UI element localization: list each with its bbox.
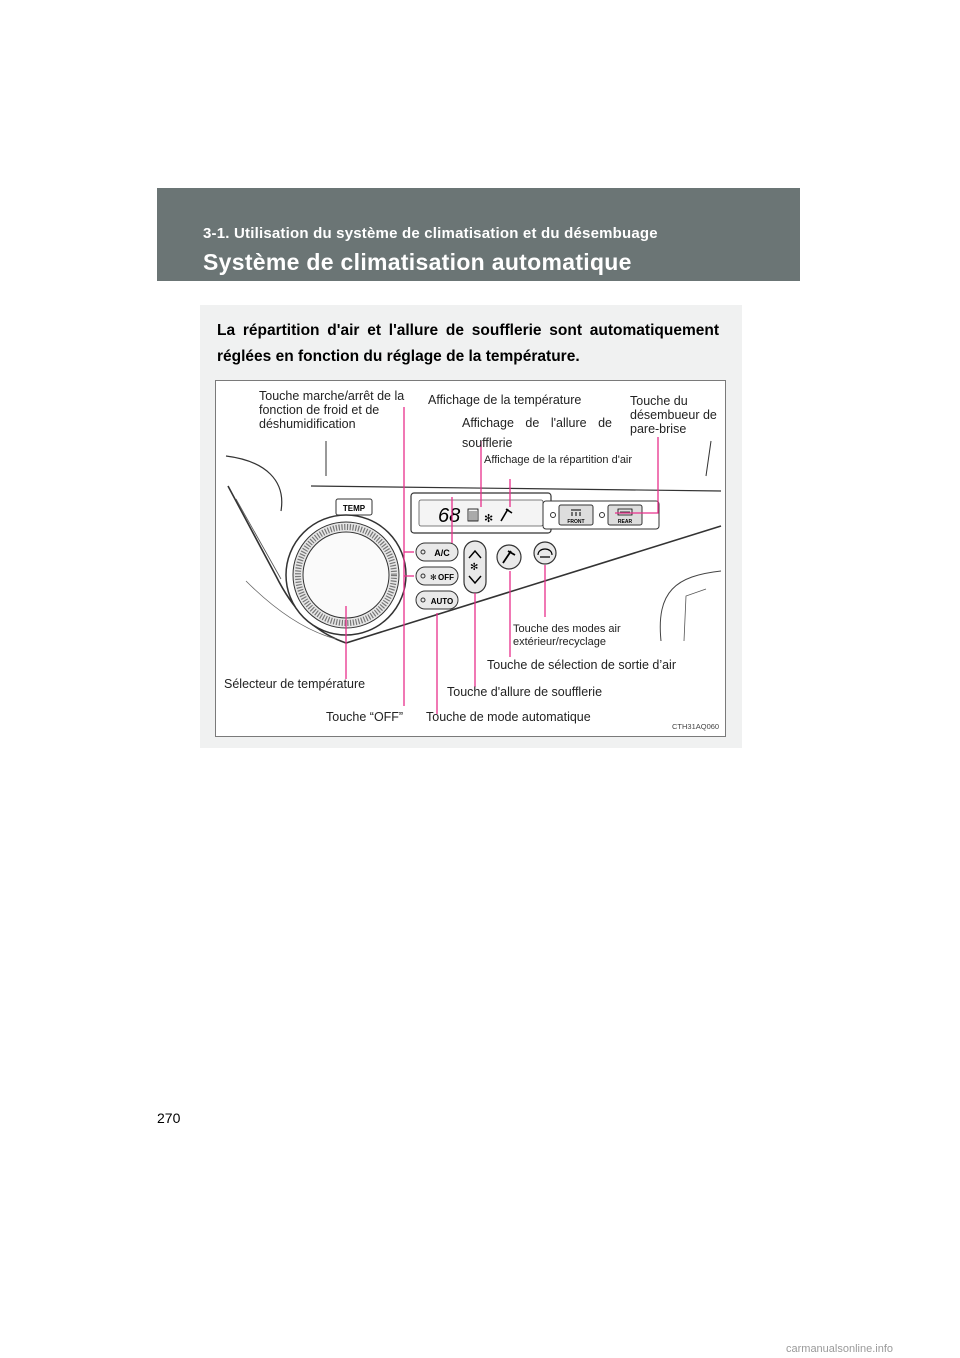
rear-label: REAR [617, 519, 633, 525]
auto-button-label: AUTO [430, 597, 454, 606]
fan-speed-callout: Touche d'allure de soufflerie [447, 685, 603, 699]
fan-icon: ✻ [484, 513, 494, 525]
recirculation-button[interactable] [534, 542, 556, 564]
svg-text:✻: ✻ [430, 573, 437, 582]
temperature-display-callout: Affichage de la température [428, 393, 582, 407]
front-label: FRONT [567, 519, 585, 525]
fan-display-callout: Affichage de l'allure de soufflerie [462, 416, 612, 450]
temperature-selector-callout: Sélecteur de température [224, 677, 366, 691]
ac-button[interactable] [416, 543, 458, 561]
temperature-display-value: 68 [438, 505, 461, 527]
ac-button-label: A/C [434, 548, 450, 558]
climate-control-figure [215, 380, 726, 737]
page-number: 270 [157, 1110, 181, 1126]
footer-watermark[interactable]: carmanualsonline.info [786, 1343, 894, 1355]
temp-tab-label: TEMP [342, 504, 366, 513]
auto-mode-callout: Touche de mode automatique [426, 710, 591, 724]
off-button-callout: Touche “OFF” [326, 710, 404, 724]
outlet-mode-button[interactable] [497, 545, 521, 569]
figure-code: CTH31AQ060 [672, 722, 720, 731]
ac-button-callout: Touche marche/arrêt de la fonction de froid et de déshumidification [259, 389, 405, 431]
fan-icon: ✻ [470, 562, 479, 573]
fan-speed-rocker[interactable] [464, 541, 486, 593]
defroster-callout: Touche du désembueur de pare-brise [630, 394, 717, 436]
front-defroster-button[interactable] [559, 505, 593, 525]
airflow-display-callout: Affichage de la répartition d'air [484, 454, 633, 466]
auto-button[interactable] [416, 591, 458, 609]
section-heading: 3-1. Utilisation du système de climatisation et du désembuage [203, 225, 658, 242]
rear-defroster-button[interactable] [608, 505, 642, 525]
recirculation-callout: Touche des modes air extérieur/recyclage [513, 623, 621, 648]
page-title: Système de climatisation automatique [203, 249, 632, 275]
outlet-selection-callout: Touche de sélection de sortie d’air [487, 658, 677, 672]
off-button[interactable] [416, 567, 458, 585]
intro-paragraph: La répartition d'air et l'allure de soufflerie sont automatiquement réglées en fonction du réglage de la température. [217, 322, 719, 365]
off-button-label: OFF [438, 573, 454, 582]
